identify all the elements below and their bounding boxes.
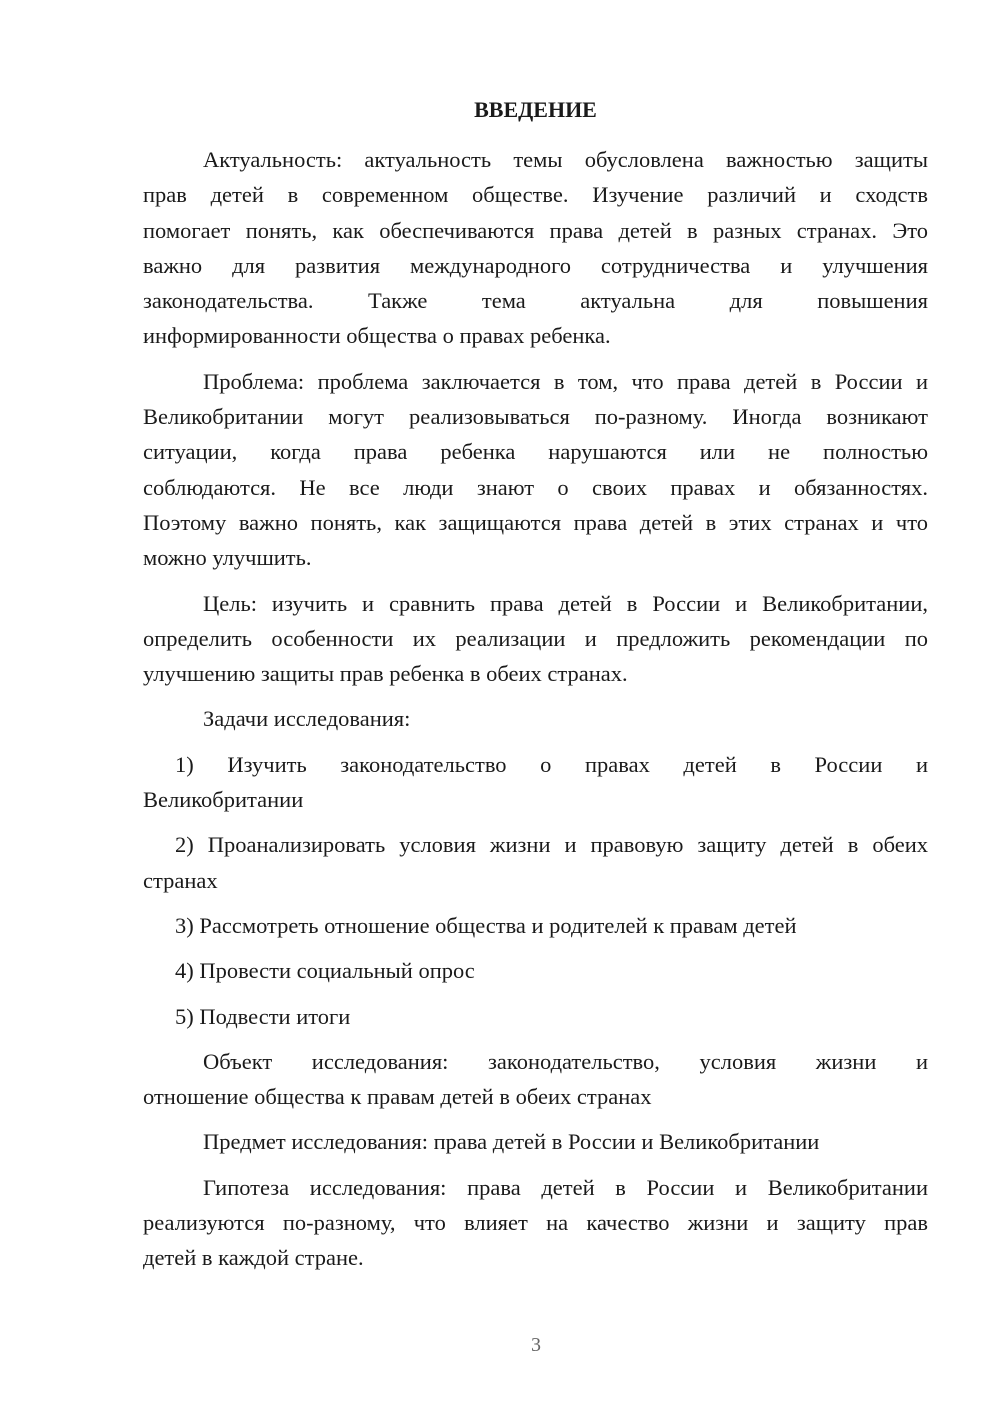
text-line: Объект исследования: законодательство, условия жизни и bbox=[203, 1048, 928, 1074]
text-line: Поэтому важно понять, как защищаются права детей в этих странах и что bbox=[143, 509, 928, 535]
text-line: 3) Рассмотреть отношение общества и родителей к правам детей bbox=[175, 912, 797, 938]
text-line: Актуальность: актуальность темы обусловлена важностью защиты bbox=[203, 147, 928, 172]
paragraph bbox=[143, 586, 928, 692]
text-line: Гипотеза исследования: права детей в России и Великобритании bbox=[203, 1174, 928, 1200]
paragraph bbox=[143, 364, 928, 576]
list-item bbox=[143, 953, 928, 988]
text-line: ситуации, когда права ребенка нарушаются или не полностью bbox=[143, 439, 928, 465]
text-line: 2) Проанализировать условия жизни и правовую защиту детей в обеих bbox=[175, 832, 928, 858]
text-line: прав детей в современном обществе. Изучение различий и сходств bbox=[143, 182, 928, 208]
text-line: помогает понять, как обеспечиваются права детей в разных странах. Это bbox=[143, 217, 928, 243]
page-number: 3 bbox=[531, 1334, 541, 1356]
text-line: улучшению защиты прав ребенка в обеих странах. bbox=[143, 661, 628, 687]
text-line: определить особенности их реализации и предложить рекомендации по bbox=[143, 625, 928, 651]
text-line: Великобритании bbox=[143, 787, 304, 813]
text-line: Цель: изучить и сравнить права детей в России и Великобритании, bbox=[203, 590, 928, 616]
paragraph bbox=[143, 1044, 928, 1115]
paragraph bbox=[143, 142, 928, 354]
section-title: ВВЕДЕНИЕ bbox=[474, 97, 597, 122]
paragraph bbox=[143, 1124, 928, 1159]
text-line: 4) Провести социальный опрос bbox=[175, 958, 475, 984]
text-line: законодательства. Также тема актуальна для повышения bbox=[143, 288, 928, 314]
paragraph bbox=[143, 701, 928, 736]
document-body bbox=[143, 142, 928, 1286]
text-line: реализуются по-разному, что влияет на качество жизни и защиту прав bbox=[143, 1210, 928, 1236]
text-line: можно улучшить. bbox=[143, 545, 312, 571]
text-line: Проблема: проблема заключается в том, что права детей в России и bbox=[203, 368, 928, 394]
text-line: важно для развития международного сотрудничества и улучшения bbox=[143, 252, 928, 278]
text-line: отношение общества к правам детей в обеих странах bbox=[143, 1084, 652, 1110]
list-item bbox=[143, 908, 928, 943]
list-item bbox=[143, 999, 928, 1034]
text-line: соблюдаются. Не все люди знают о своих правах и обязанностях. bbox=[143, 474, 928, 500]
text-line: 1) Изучить законодательство о правах детей в России и bbox=[175, 751, 928, 777]
text-line: информированности общества о правах ребенка. bbox=[143, 323, 611, 349]
text-line: Задачи исследования: bbox=[203, 706, 411, 732]
paragraph bbox=[143, 1170, 928, 1276]
text-line: Предмет исследования: права детей в России и Великобритании bbox=[203, 1129, 820, 1155]
text-line: Великобритании могут реализовываться по-разному. Иногда возникают bbox=[143, 404, 928, 430]
text-line: детей в каждой стране. bbox=[143, 1245, 364, 1271]
list-item bbox=[143, 827, 928, 898]
text-line: странах bbox=[143, 867, 218, 893]
text-line: 5) Подвести итоги bbox=[175, 1003, 351, 1029]
list-item bbox=[143, 747, 928, 818]
